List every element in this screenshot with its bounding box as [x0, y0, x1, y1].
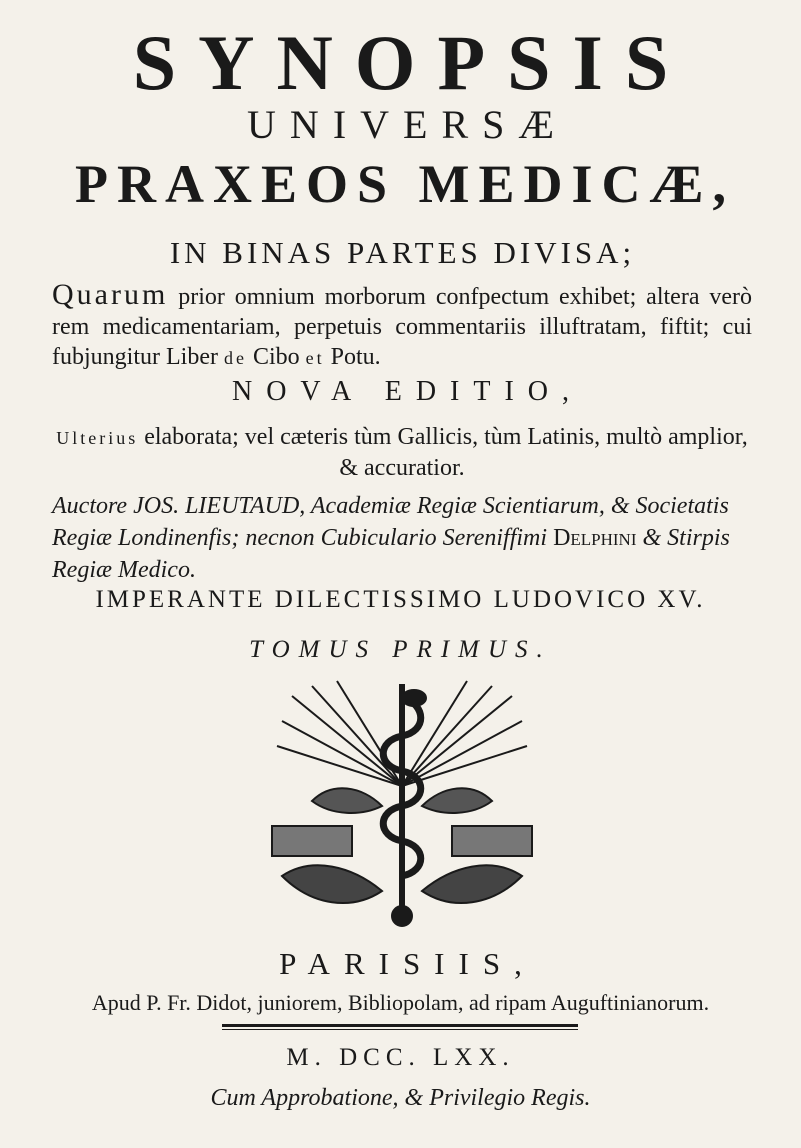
description-paragraph: [52, 280, 752, 373]
left-foliage: [312, 788, 382, 813]
bottom-fleuron: [392, 906, 412, 926]
imprint-city: PARISIIS,: [279, 946, 536, 981]
right-base: [452, 826, 532, 856]
ulterius-text: elaborata; vel cæteris tùm Gallicis, tùm Latinis, multò amplior, & accuratior.: [138, 424, 748, 481]
imprint-rule-thin: [222, 1029, 578, 1030]
title-universae: UNIVERSÆ: [247, 102, 568, 147]
author-paragraph: [52, 490, 752, 586]
dedication-line: IMPERANTE DILECTISSIMO LUDOVICO XV.: [95, 586, 706, 613]
auctore-word: Auctore: [52, 493, 134, 519]
title-praxeos-medicae: PRAXEOS MEDICÆ,: [74, 154, 736, 214]
right-foliage: [422, 788, 492, 813]
de-word: de: [223, 348, 247, 368]
imprint-rule-thick: [222, 1024, 578, 1027]
et-word: et: [305, 348, 325, 368]
cibo-word: Cibo: [252, 344, 300, 370]
description-text: prior omnium morborum confpectum exhibet; altera verò rem medicamentariam, perpetuis commentariis illuftratam, fiftit; cui fubjungitur Liber: [52, 284, 752, 370]
author-titles-end: & Stirpis Regiæ Medico.: [52, 525, 730, 583]
ulterius-word: Ulterius: [56, 428, 139, 448]
potu-word: Potu.: [330, 344, 381, 370]
left-scroll: [282, 865, 382, 903]
nova-editio: NOVA EDITIO,: [231, 376, 584, 407]
serpent-head: [402, 690, 426, 706]
title-synopsis: SYNOPSIS: [132, 19, 691, 106]
delphini-word: Delphini: [553, 525, 637, 551]
right-scroll: [422, 865, 522, 903]
volume-line: TOMUS PRIMUS.: [249, 636, 552, 663]
author-titles: Academiæ Regiæ Scientiarum, & Societatis Regiæ Londinenfis; necnon Cubiculario Sereniffimi: [52, 493, 729, 551]
author-name: JOS. LIEUTAUD,: [133, 493, 306, 519]
imprint-date: M. DCC. LXX.: [286, 1044, 515, 1071]
privilege-line: Cum Approbatione, & Privilegio Regis.: [210, 1085, 591, 1111]
imprint-publisher: Apud P. Fr. Didot, juniorem, Bibliopolam, ad ripam Auguftinianorum.: [91, 990, 710, 1015]
ulterius-paragraph: [52, 422, 752, 483]
left-base: [272, 826, 352, 856]
quarum-word: Quarum: [52, 278, 169, 311]
staff-of-asclepius-emblem-icon: [252, 676, 552, 946]
title-binas-partes: IN BINAS PARTES DIVISA;: [169, 235, 636, 270]
